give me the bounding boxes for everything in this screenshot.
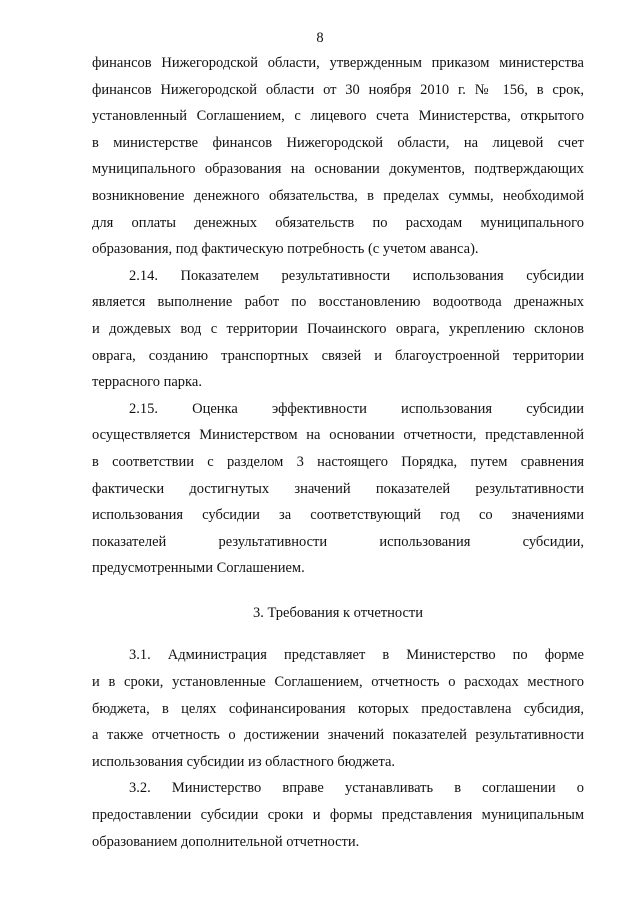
text-line: осуществляется Министерством на основании отчетности, представленной <box>92 427 584 444</box>
text-line: 2.15. Оценка эффективности использования субсидии <box>129 400 584 417</box>
text-line: 3.1. Администрация представляет в Министерство по форме <box>129 647 584 664</box>
page-number: 8 <box>316 30 324 46</box>
text-line: возникновение денежного обязательства, в пределах суммы, необходимой <box>92 187 584 204</box>
document-body <box>92 50 584 855</box>
text-line: в министерстве финансов Нижегородской области, на лицевой счет <box>92 134 584 151</box>
text-line: бюджета, в целях софинансирования которых предоставлена субсидия, <box>92 700 584 717</box>
text-line: террасного парка. <box>92 374 202 391</box>
paragraph-2-15 <box>92 396 584 582</box>
text-line: в соответствии с разделом 3 настоящего Порядка, путем сравнения <box>92 453 584 470</box>
paragraph-3-1 <box>92 642 584 775</box>
text-line: установленный Соглашением, с лицевого счета Министерства, открытого <box>92 108 584 125</box>
text-line: и в сроки, установленные Соглашением, отчетность о расходах местного <box>92 674 584 691</box>
text-line: 2.14. Показателем результативности использования субсидии <box>129 267 584 284</box>
text-line: финансов Нижегородской области от 30 ноября 2010 г. № 156, в срок, <box>92 81 584 98</box>
text-line: показателей результативности использования субсидии, <box>92 533 584 550</box>
text-line: образования, под фактическую потребность (с учетом аванса). <box>92 241 479 258</box>
text-line: оврага, созданию транспортных связей и благоустроенной территории <box>92 347 584 364</box>
text-line: предусмотренными Соглашением. <box>92 560 305 577</box>
text-line: предоставлении субсидии сроки и формы представления муниципальным <box>92 807 584 824</box>
text-line: для оплаты денежных обязательств по расходам муниципального <box>92 214 584 231</box>
text-line: фактически достигнутых значений показателей результативности <box>92 480 584 497</box>
section-heading: 3. Требования к отчетности <box>252 604 424 621</box>
text-line: и дождевых вод с территории Почаинского оврага, укреплению склонов <box>92 320 584 337</box>
text-line: финансов Нижегородской области, утвержденным приказом министерства <box>92 55 584 71</box>
text-line: муниципального образования на основании документов, подтверждающих <box>92 161 584 178</box>
paragraph-3-2 <box>92 775 584 855</box>
text-line: 3.2. Министерство вправе устанавливать в соглашении о <box>129 780 584 797</box>
paragraph-2-14 <box>92 263 584 396</box>
section-spacer <box>92 626 584 642</box>
text-line: образованием дополнительной отчетности. <box>92 833 360 850</box>
text-line: а также отчетность о достижении значений показателей результативности <box>92 727 584 744</box>
section-spacer <box>92 582 584 600</box>
text-line: использования субсидии за соответствующий год со значениями <box>92 507 584 524</box>
text-line: использования субсидии из областного бюджета. <box>92 753 396 770</box>
text-line: является выполнение работ по восстановлению водоотвода дренажных <box>92 294 584 311</box>
paragraph-continuation <box>92 50 584 263</box>
